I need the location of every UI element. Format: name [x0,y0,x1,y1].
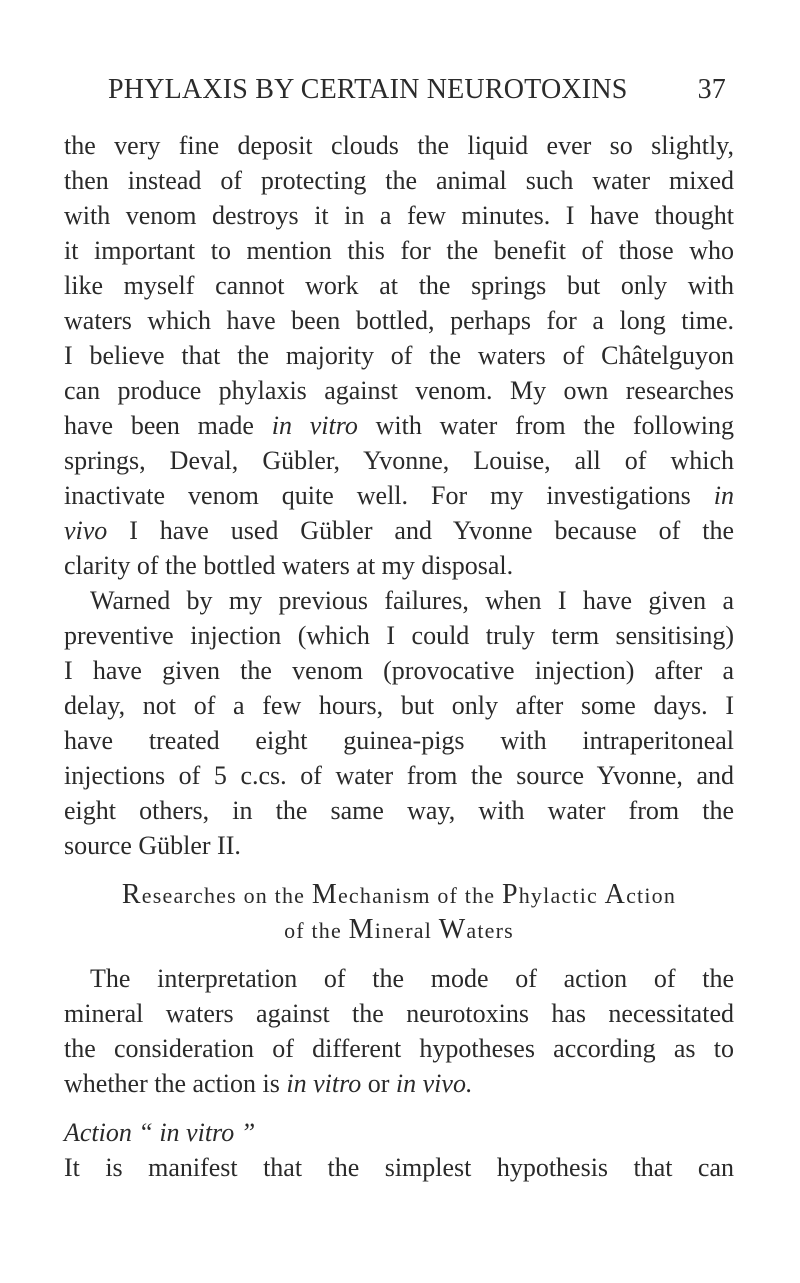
italic-term: in vitro [286,1069,362,1098]
text-line: it important to mention this for the benefit of those who [64,236,734,265]
text-line: It is manifest that the simplest hypothesis that can [64,1153,734,1182]
section-heading-line [64,877,734,912]
text-line: the very fine deposit clouds the liquid ever so slightly, [64,131,734,160]
heading-rest: of the [284,918,349,943]
paragraph [64,1150,734,1185]
text-run: with water from the following [357,411,734,440]
text-line: with venom destroys it in a few minutes. I have thought [64,201,734,230]
text-line: waters which have been bottled, perhaps for a long time. [64,306,734,335]
text-line: I have given the venom (provocative injection) after a [64,656,734,685]
heading-cap: M [348,914,375,945]
running-title: PHYLAXIS BY CERTAIN NEUROTOXINS [108,74,628,105]
text-line: like myself cannot work at the springs but only with [64,271,734,300]
text-line: mineral waters against the neurotoxins has necessitated [64,999,734,1028]
text-line: I believe that the majority of the waters of Châtelguyon [64,341,734,370]
page-number: 37 [697,74,726,105]
heading-rest: ineral [374,918,439,943]
text-line: then instead of protecting the animal such water mixed [64,166,734,195]
text-line [64,1066,734,1101]
text-run: have been made [64,411,272,440]
text-line [64,408,734,443]
text-line: have treated eight guinea-pigs with intraperitoneal [64,726,734,755]
running-head [108,74,748,114]
heading-cap: A [604,879,627,910]
heading-cap: M [311,879,338,910]
heading-rest: aters [466,918,514,943]
text-line: the consideration of different hypotheses according as to [64,1034,734,1063]
heading-cap: R [121,879,142,910]
text-line: The interpretation of the mode of action of the [90,964,734,993]
text-run: or [361,1069,396,1098]
text-line: clarity of the bottled waters at my disposal. [64,551,514,580]
italic-term: vivo [64,516,108,545]
text-run: whether the action is [64,1069,287,1098]
text-run: inactivate venom quite well. For my investigations [64,481,714,510]
heading-cap: P [501,879,519,910]
text-line: injections of 5 c.cs. of water from the source Yvonne, and [64,761,734,790]
body-text [64,128,734,1185]
section-heading-line [64,912,734,947]
heading-cap: W [438,914,467,945]
italic-term: in vitro [271,411,358,440]
text-line: Warned by my previous failures, when I have given a [90,586,734,615]
subheading: Action “ in vitro ” [64,1118,256,1147]
text-line [64,513,734,548]
text-run: I have used Gübler and Yvonne because of the [107,516,734,545]
text-line [64,478,734,513]
text-line: delay, not of a few hours, but only after some days. I [64,691,734,720]
heading-rest: esearches on the [141,883,312,908]
spacer [64,863,734,877]
heading-rest: hylactic [518,883,605,908]
paragraph [64,583,734,863]
text-line: can produce phylaxis against venom. My own researches [64,376,734,405]
text-line: source Gübler II. [64,831,241,860]
section-heading [64,877,734,947]
spacer [64,947,734,961]
text-line: preventive injection (which I could truly term sensitising) [64,621,734,650]
text-line: springs, Deval, Gübler, Yvonne, Louise, all of which [64,446,734,475]
heading-rest: ction [626,883,677,908]
paragraph [64,961,734,1101]
text-line: eight others, in the same way, with water from the [64,796,734,825]
heading-rest: echanism of the [337,883,502,908]
spacer [64,1101,734,1115]
paragraph-continued [64,128,734,583]
italic-term: in [713,481,734,510]
italic-term: in vivo. [395,1069,473,1098]
